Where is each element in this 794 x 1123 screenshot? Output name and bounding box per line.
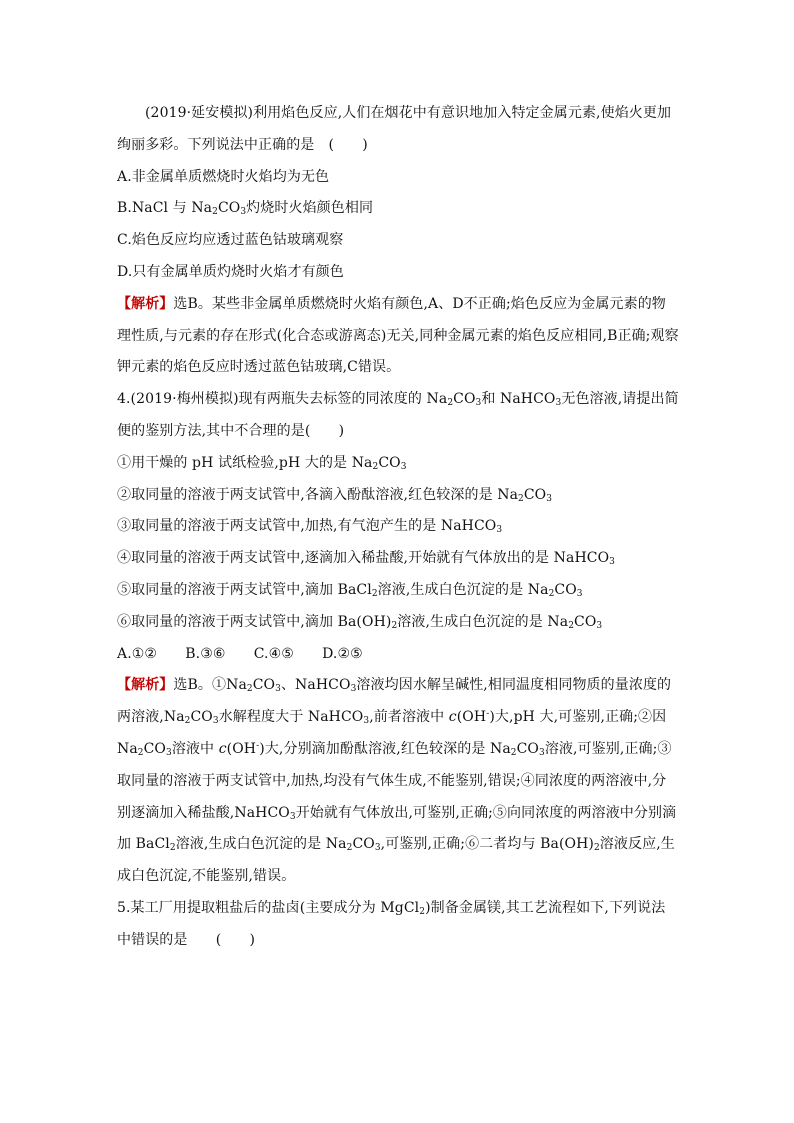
question-5-stem: 5.某工厂用提取粗盐后的盐卤(主要成分为 MgCl$_2$)制备金属镁,其工艺流程如下,下列说法中错误的是 ( ) xyxy=(117,899,666,948)
question-4-item-5: ⑤取同量的溶液于两支试管中,滴加 BaCl$_2$溶液,生成白色沉淀的是 $Na_2CO_3$ xyxy=(117,581,583,599)
analysis-tag: 【解析】 xyxy=(117,295,174,312)
question-4-item-2: ②取同量的溶液于两支试管中,各滴入酚酞溶液,红色较深的是 $Na_2CO_3$ xyxy=(117,486,553,504)
question-4-item-3: ③取同量的溶液于两支试管中,加热,有气泡产生的是 NaHCO$_3$ xyxy=(117,518,503,536)
question-4-item-6: ⑥取同量的溶液于两支试管中,滴加 $Ba(OH)_2$溶液,生成白色沉淀的是 $Na_2CO_3$ xyxy=(117,613,603,631)
question-4-options: A.①② B.③⑥ C.④⑤ D.②⑤ xyxy=(117,645,363,662)
question-4-item-1: ①用干燥的 pH 试纸检验,pH 大的是 $Na_2CO_3$ xyxy=(117,454,407,472)
question-4-item-4: ④取同量的溶液于两支试管中,逐滴加入稀盐酸,开始就有气体放出的是 NaHCO$_3$ xyxy=(117,550,615,568)
question-3-option-d: D.只有金属单质灼烧时火焰才有颜色 xyxy=(117,263,344,280)
document-body xyxy=(117,98,679,957)
question-3-stem: (2019·延安模拟)利用焰色反应,人们在烟花中有意识地加入特定金属元素,使焰火更加绚丽多彩。下列说法中正确的是 ( ) xyxy=(117,105,672,153)
question-3-analysis: 【解析】选B。某些非金属单质燃烧时火焰有颜色,A、D不正确;焰色反应为金属元素的物理性质,与元素的存在形式(化合态或游离态)无关,同种金属元素的焰色反应相同,B正确;观察钾元素的焰色反应时透过蓝色钴玻璃,C错误。 xyxy=(117,295,679,376)
question-3-option-b: B.NaCl 与 $Na_2CO_3$灼烧时火焰颜色相同 xyxy=(117,200,374,218)
question-3-option-c: C.焰色反应均应透过蓝色钴玻璃观察 xyxy=(117,232,344,249)
analysis-tag: 【解析】 xyxy=(117,677,174,694)
question-3-option-a: A.非金属单质燃烧时火焰均为无色 xyxy=(117,168,330,185)
question-4-stem: 4.(2019·梅州模拟)现有两瓶失去标签的同浓度的 $Na_2CO_3$和 NaHCO$_3$无色溶液,请提出简便的鉴别方法,其中不合理的是( ) xyxy=(117,391,679,439)
question-4-analysis: 【解析】选B。$①Na_2CO_3$、NaHCO$_3$溶液均因水解呈碱性,相同温度相同物质的量浓度的两溶液$,Na_2CO_3$水解程度大于 NaHCO$_3$,前者溶液中 c(OH-)大,pH 大,可鉴别,正确;②因 $Na_2CO_3$溶液中 c(OH-)大,分别滴加酚酞溶液,红色较深的是 $Na_2CO_3$溶液,可鉴别,正确;③取同量的溶液于两支试管中,加热,均没有气体生成,不能鉴别,错误;④同浓度的两溶液中,分别逐滴加入稀盐酸,NaHCO$_3$开始就有气体放出,可鉴别,正确;⑤向同浓度的两溶液中分别滴加 BaCl$_2$溶液,生成白色沉淀的是 $Na_2CO_3$,可鉴别,正确;⑥二者均与 $Ba(OH)_2$溶液反应,生成白色沉淀,不能鉴别,错误。 xyxy=(117,677,677,885)
